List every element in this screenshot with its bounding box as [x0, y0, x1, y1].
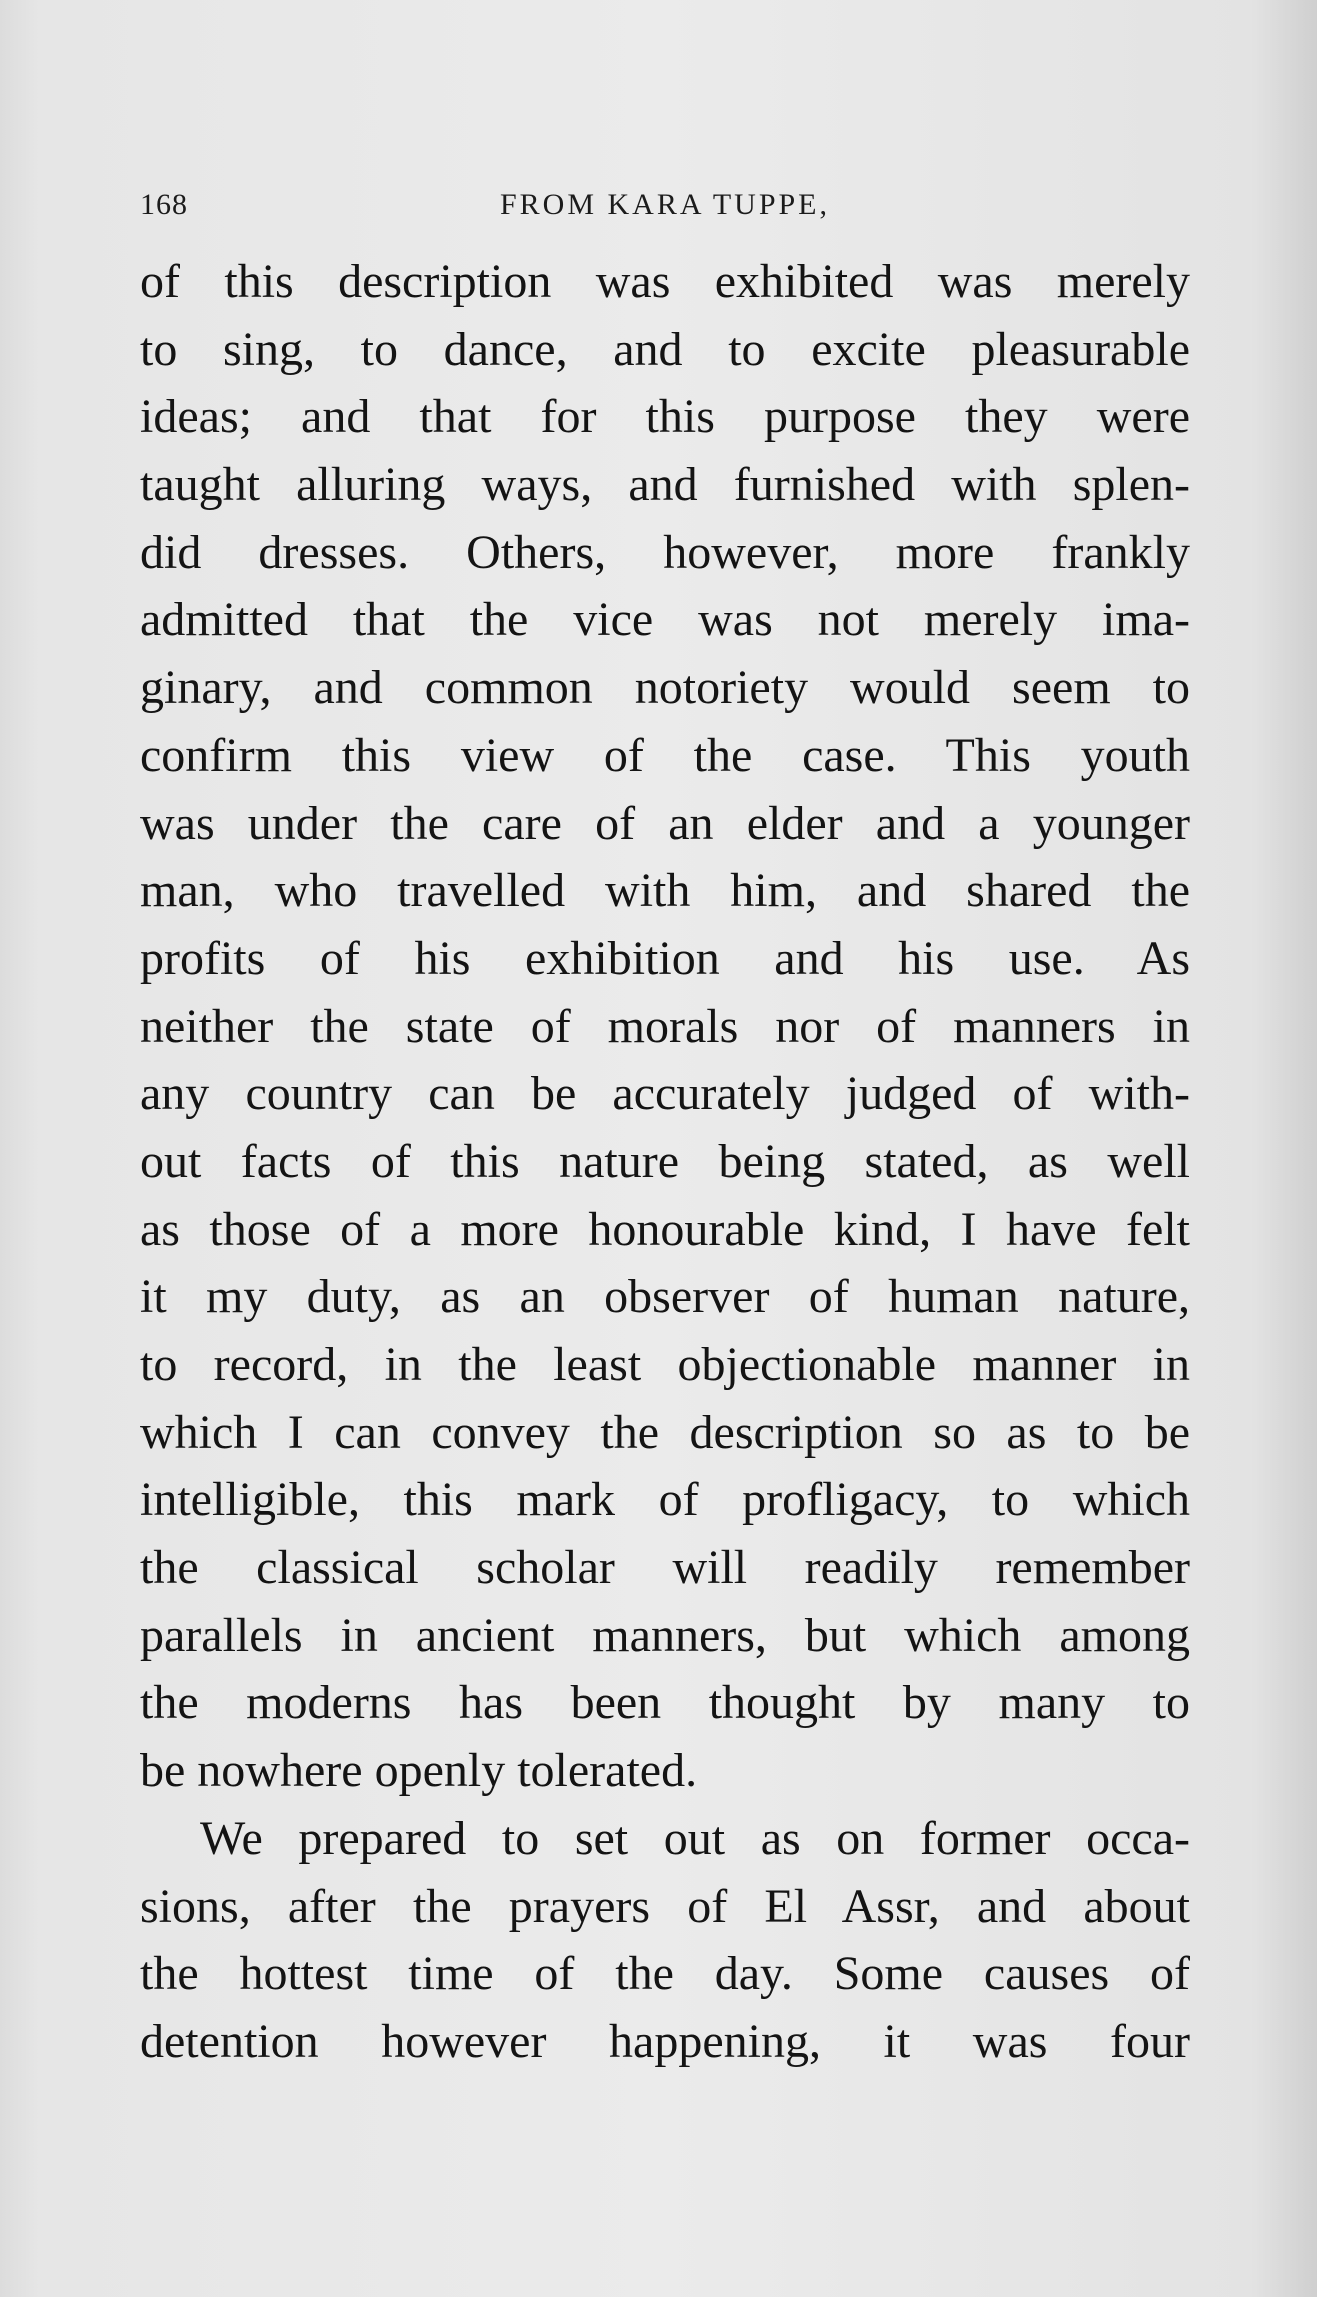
- text-line: neither the state of morals nor of manners in: [140, 999, 1190, 1053]
- text-line: out facts of this nature being stated, as well: [140, 1134, 1190, 1188]
- text-line: ginary, and common notoriety would seem to: [140, 661, 1190, 715]
- text-line: detention however happening, it was four: [140, 2014, 1190, 2068]
- text-line: man, who travelled with him, and shared the: [140, 864, 1190, 918]
- text-line: to record, in the least objectionable manner in: [140, 1338, 1190, 1391]
- text-line: parallels in ancient manners, but which among: [140, 1608, 1190, 1662]
- text-line: did dresses. Others, however, more frankly: [140, 525, 1190, 579]
- running-head: FROM KARA TUPPE,: [499, 188, 831, 221]
- page-header: [140, 188, 1190, 232]
- paragraph-start-line: We prepared to set out as on former occa-: [200, 1811, 1190, 1865]
- text-line: any country can be accurately judged of with-: [140, 1067, 1190, 1121]
- text-line: of this description was exhibited was merely: [140, 255, 1190, 308]
- body-text: [140, 248, 1190, 2076]
- text-line: to sing, to dance, and to excite pleasurable: [140, 322, 1190, 376]
- text-line: admitted that the vice was not merely ima-: [140, 593, 1190, 647]
- text-line: was under the care of an elder and a younger: [140, 796, 1190, 850]
- paragraph-end-line: be nowhere openly tolerated.: [140, 1744, 698, 1798]
- text-line: as those of a more honourable kind, I have felt: [140, 1202, 1190, 1256]
- text-line: confirm this view of the case. This youth: [140, 728, 1190, 782]
- text-line: it my duty, as an observer of human nature,: [140, 1270, 1190, 1324]
- text-line: the hottest time of the day. Some causes of: [140, 1947, 1190, 2001]
- text-line: ideas; and that for this purpose they were: [140, 390, 1190, 444]
- text-line: intelligible, this mark of profligacy, to which: [140, 1473, 1190, 1527]
- text-line: the classical scholar will readily remember: [140, 1541, 1190, 1595]
- page-number: 168: [140, 188, 188, 221]
- text-line: taught alluring ways, and furnished with splen-: [140, 458, 1190, 512]
- text-line: profits of his exhibition and his use. As: [140, 931, 1190, 985]
- text-line: which I can convey the description so as to be: [140, 1405, 1190, 1459]
- text-line: the moderns has been thought by many to: [140, 1676, 1190, 1730]
- text-line: sions, after the prayers of El Assr, and about: [140, 1879, 1190, 1933]
